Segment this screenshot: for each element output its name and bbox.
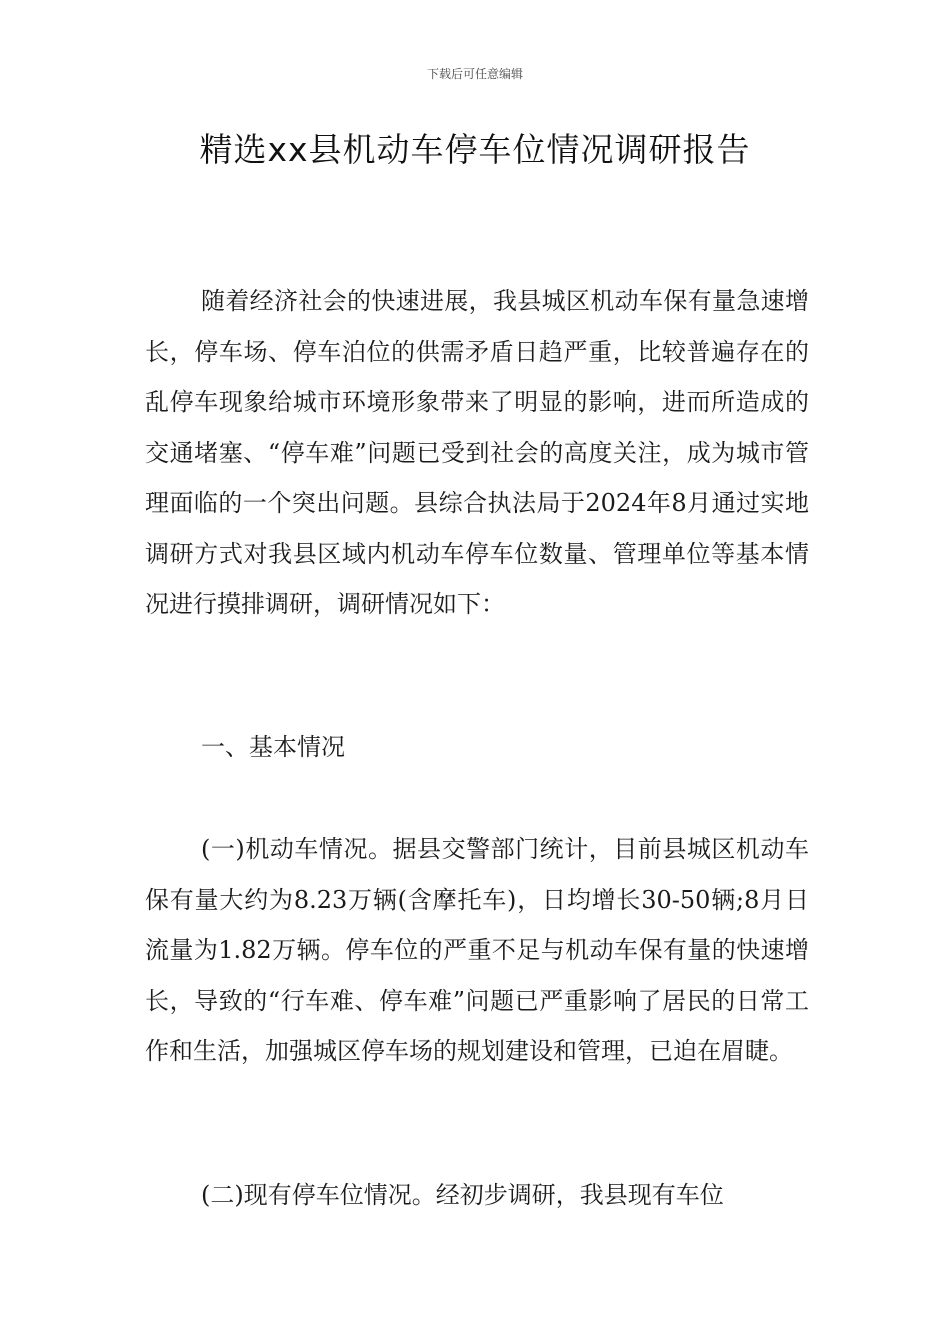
header-note: 下载后可任意编辑: [426, 67, 523, 81]
section-heading-basic-situation: 一、基本情况: [201, 733, 345, 761]
intro-paragraph: 随着经济社会的快速进展，我县城区机动车保有量急速增长，停车场、停车泊位的供需矛盾日趋严重，比较普遍存在的乱停车现象给城市环境形象带来了明显的影响，进而所造成的交通堵塞、“停车难”问题已受到社会的高度关注，成为城市管理面临的一个突出问题。县综合执法局于2024年8月通过实地调研方式对我县区域内机动车停车位数量、管理单位等基本情况进行摸排调研，调研情况如下：: [145, 287, 809, 618]
paragraph-parking-situation: (二)现有停车位情况。经初步调研，我县现有车位: [201, 1181, 724, 1209]
document-title: 精选xx县机动车停车位情况调研报告: [199, 130, 751, 169]
paragraph-vehicle-situation: (一)机动车情况。据县交警部门统计，目前县城区机动车保有量大约为8.23万辆(含摩托车)，日均增长30-50辆;8月日流量为1.82万辆。停车位的严重不足与机动车保有量的快速增长，导致的“行车难、停车难”问题已严重影响了居民的日常工作和生活，加强城区停车场的规划建设和管理，已迫在眉睫。: [145, 835, 809, 1065]
